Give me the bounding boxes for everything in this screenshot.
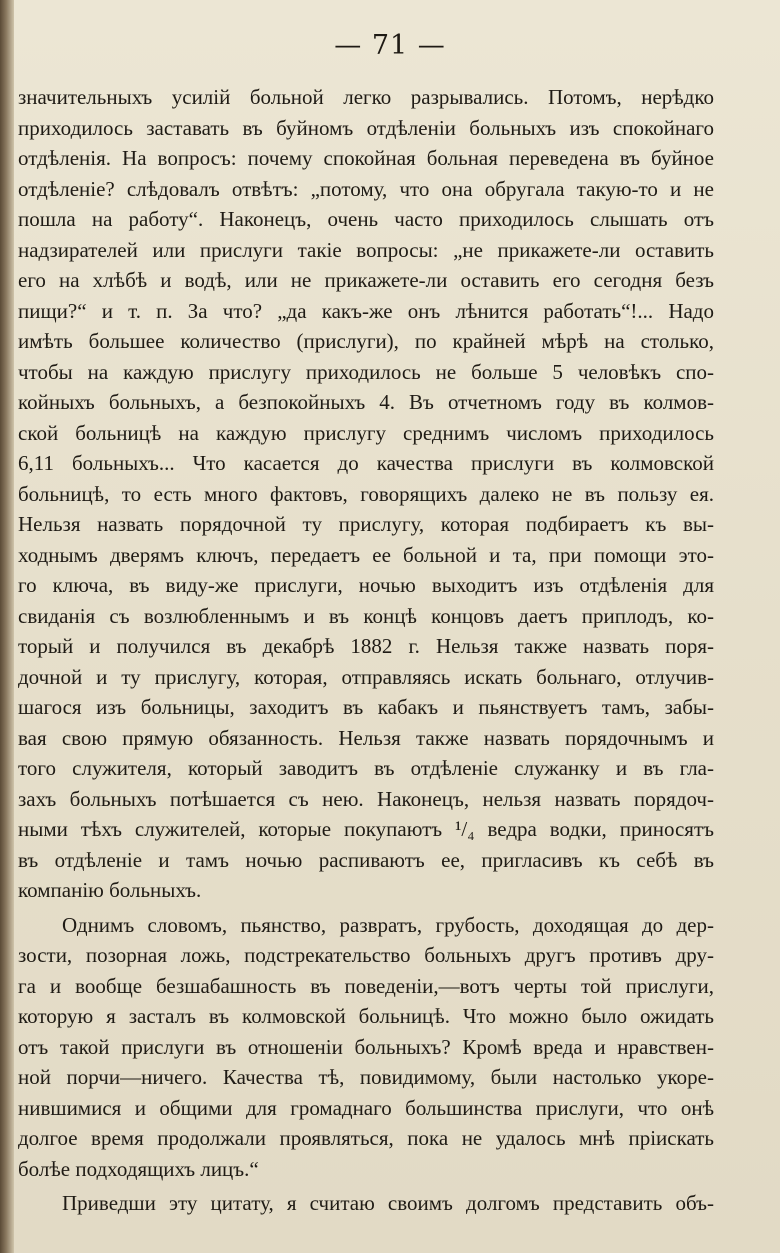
text-line: шагося изъ больницы, заходитъ въ кабакъ и пьянствуетъ тамъ, забы- (18, 695, 714, 719)
text-line: пищи?“ и т. п. За что? „да какъ-же онъ лѣнится работать“!... Надо (18, 298, 714, 323)
text-line: чтобы на каждую прислугу приходилось не больше 5 человѣкъ спо- (18, 359, 714, 384)
text-line: надзирателей или прислуги такіе вопросы: „не прикажете-ли оставить (18, 237, 714, 262)
text-line: болѣе подходящихъ лицъ.“ (18, 1156, 259, 1181)
text-line: нившимися и общими для громаднаго большинства прислуги, что онѣ (18, 1095, 714, 1120)
text-line: свиданія съ возлюбленнымъ и въ концѣ концовъ даетъ приплодъ, ко- (18, 603, 714, 628)
text-line: Нельзя назвать порядочной ту прислугу, которая подбираетъ къ вы- (18, 512, 714, 536)
paragraph-2 (18, 910, 714, 1185)
text-line: вая свою прямую обязанность. Нельзя также назвать порядочнымъ и (18, 725, 714, 750)
page-text (18, 82, 714, 1219)
text-line: въ отдѣленіе и тамъ ночью распиваютъ ее, пригласивъ къ себѣ въ (18, 847, 714, 872)
page-number: — 71 — (334, 30, 446, 61)
text-line: приходилось заставать въ буйномъ отдѣленіи больныхъ изъ спокойнаго (18, 115, 714, 140)
text-line: га и вообще безшабашность въ поведеніи,—вотъ черты той прислуги, (18, 973, 714, 998)
text-line: его на хлѣбѣ и водѣ, или не прикажете-ли оставить его сегодня безъ (18, 268, 714, 292)
text-line: Приведши эту цитату, я считаю своимъ долгомъ представить объ- (62, 1191, 714, 1215)
text-line: отдѣленія. На вопросъ: почему спокойная больная переведена въ буйное (18, 146, 714, 170)
text-line: значительныхъ усилій больной легко разрывались. Потомъ, нерѣдко (18, 85, 714, 109)
text-line: имѣть большее количество (прислуги), по крайней мѣрѣ на столько, (18, 329, 714, 353)
text-line: пошла на работу“. Наконецъ, очень часто приходилось слышать отъ (18, 207, 714, 231)
text-line: дочной и ту прислугу, которая, отправляясь искать больнаго, отлучив- (18, 664, 714, 689)
text-line: отдѣленіе? слѣдовалъ отвѣтъ: „потому, что она обругала такую-то и не (18, 176, 714, 201)
text-line: больницѣ, то есть много фактовъ, говорящихъ далеко не въ пользу ея. (18, 481, 714, 506)
text-line: койныхъ больныхъ, а безпокойныхъ 4. Въ отчетномъ году въ колмов- (18, 390, 714, 414)
page-spine-edge (0, 0, 14, 1253)
text-line: которую я засталъ въ колмовской больницѣ. Что можно было ожидать (18, 1004, 714, 1028)
text-line: захъ больныхъ потѣшается съ нею. Наконецъ, нельзя назвать порядоч- (18, 786, 714, 811)
text-line: го ключа, въ виду-же прислуги, ночью выходитъ изъ отдѣленія для (18, 573, 714, 597)
text-line: торый и получился въ декабрѣ 1882 г. Нельзя также назвать поря- (18, 634, 714, 658)
text-line: ской больницѣ на каждую прислугу среднимъ числомъ приходилось (18, 420, 714, 445)
text-line: Однимъ словомъ, пьянство, развратъ, грубость, доходящая до дер- (62, 912, 714, 937)
text-line: 6,11 больныхъ... Что касается до качества прислуги въ колмовской (18, 451, 714, 475)
text-line: отъ такой прислуги въ отношеніи больныхъ? Кромѣ вреда и нравствен- (18, 1034, 714, 1059)
text-line: того служителя, который заводитъ въ отдѣленіе служанку и въ гла- (18, 756, 714, 780)
paragraph-3 (18, 1188, 714, 1219)
text-line: ными тѣхъ служителей, которые покупаютъ ¹/₄ ведра водки, приносятъ (18, 817, 714, 841)
text-line: зости, позорная ложь, подстрекательство больныхъ другъ противъ дру- (18, 943, 714, 967)
text-line: компанію больныхъ. (18, 878, 202, 902)
text-line: ной порчи—ничего. Качества тѣ, повидимому, были настолько укоре- (18, 1065, 714, 1089)
text-line: долгое время продолжали проявляться, пока не удалось мнѣ пріискать (18, 1126, 714, 1150)
paragraph-1 (18, 82, 714, 906)
text-line: ходнымъ дверямъ ключъ, передаетъ ее больной и та, при помощи это- (18, 542, 714, 567)
